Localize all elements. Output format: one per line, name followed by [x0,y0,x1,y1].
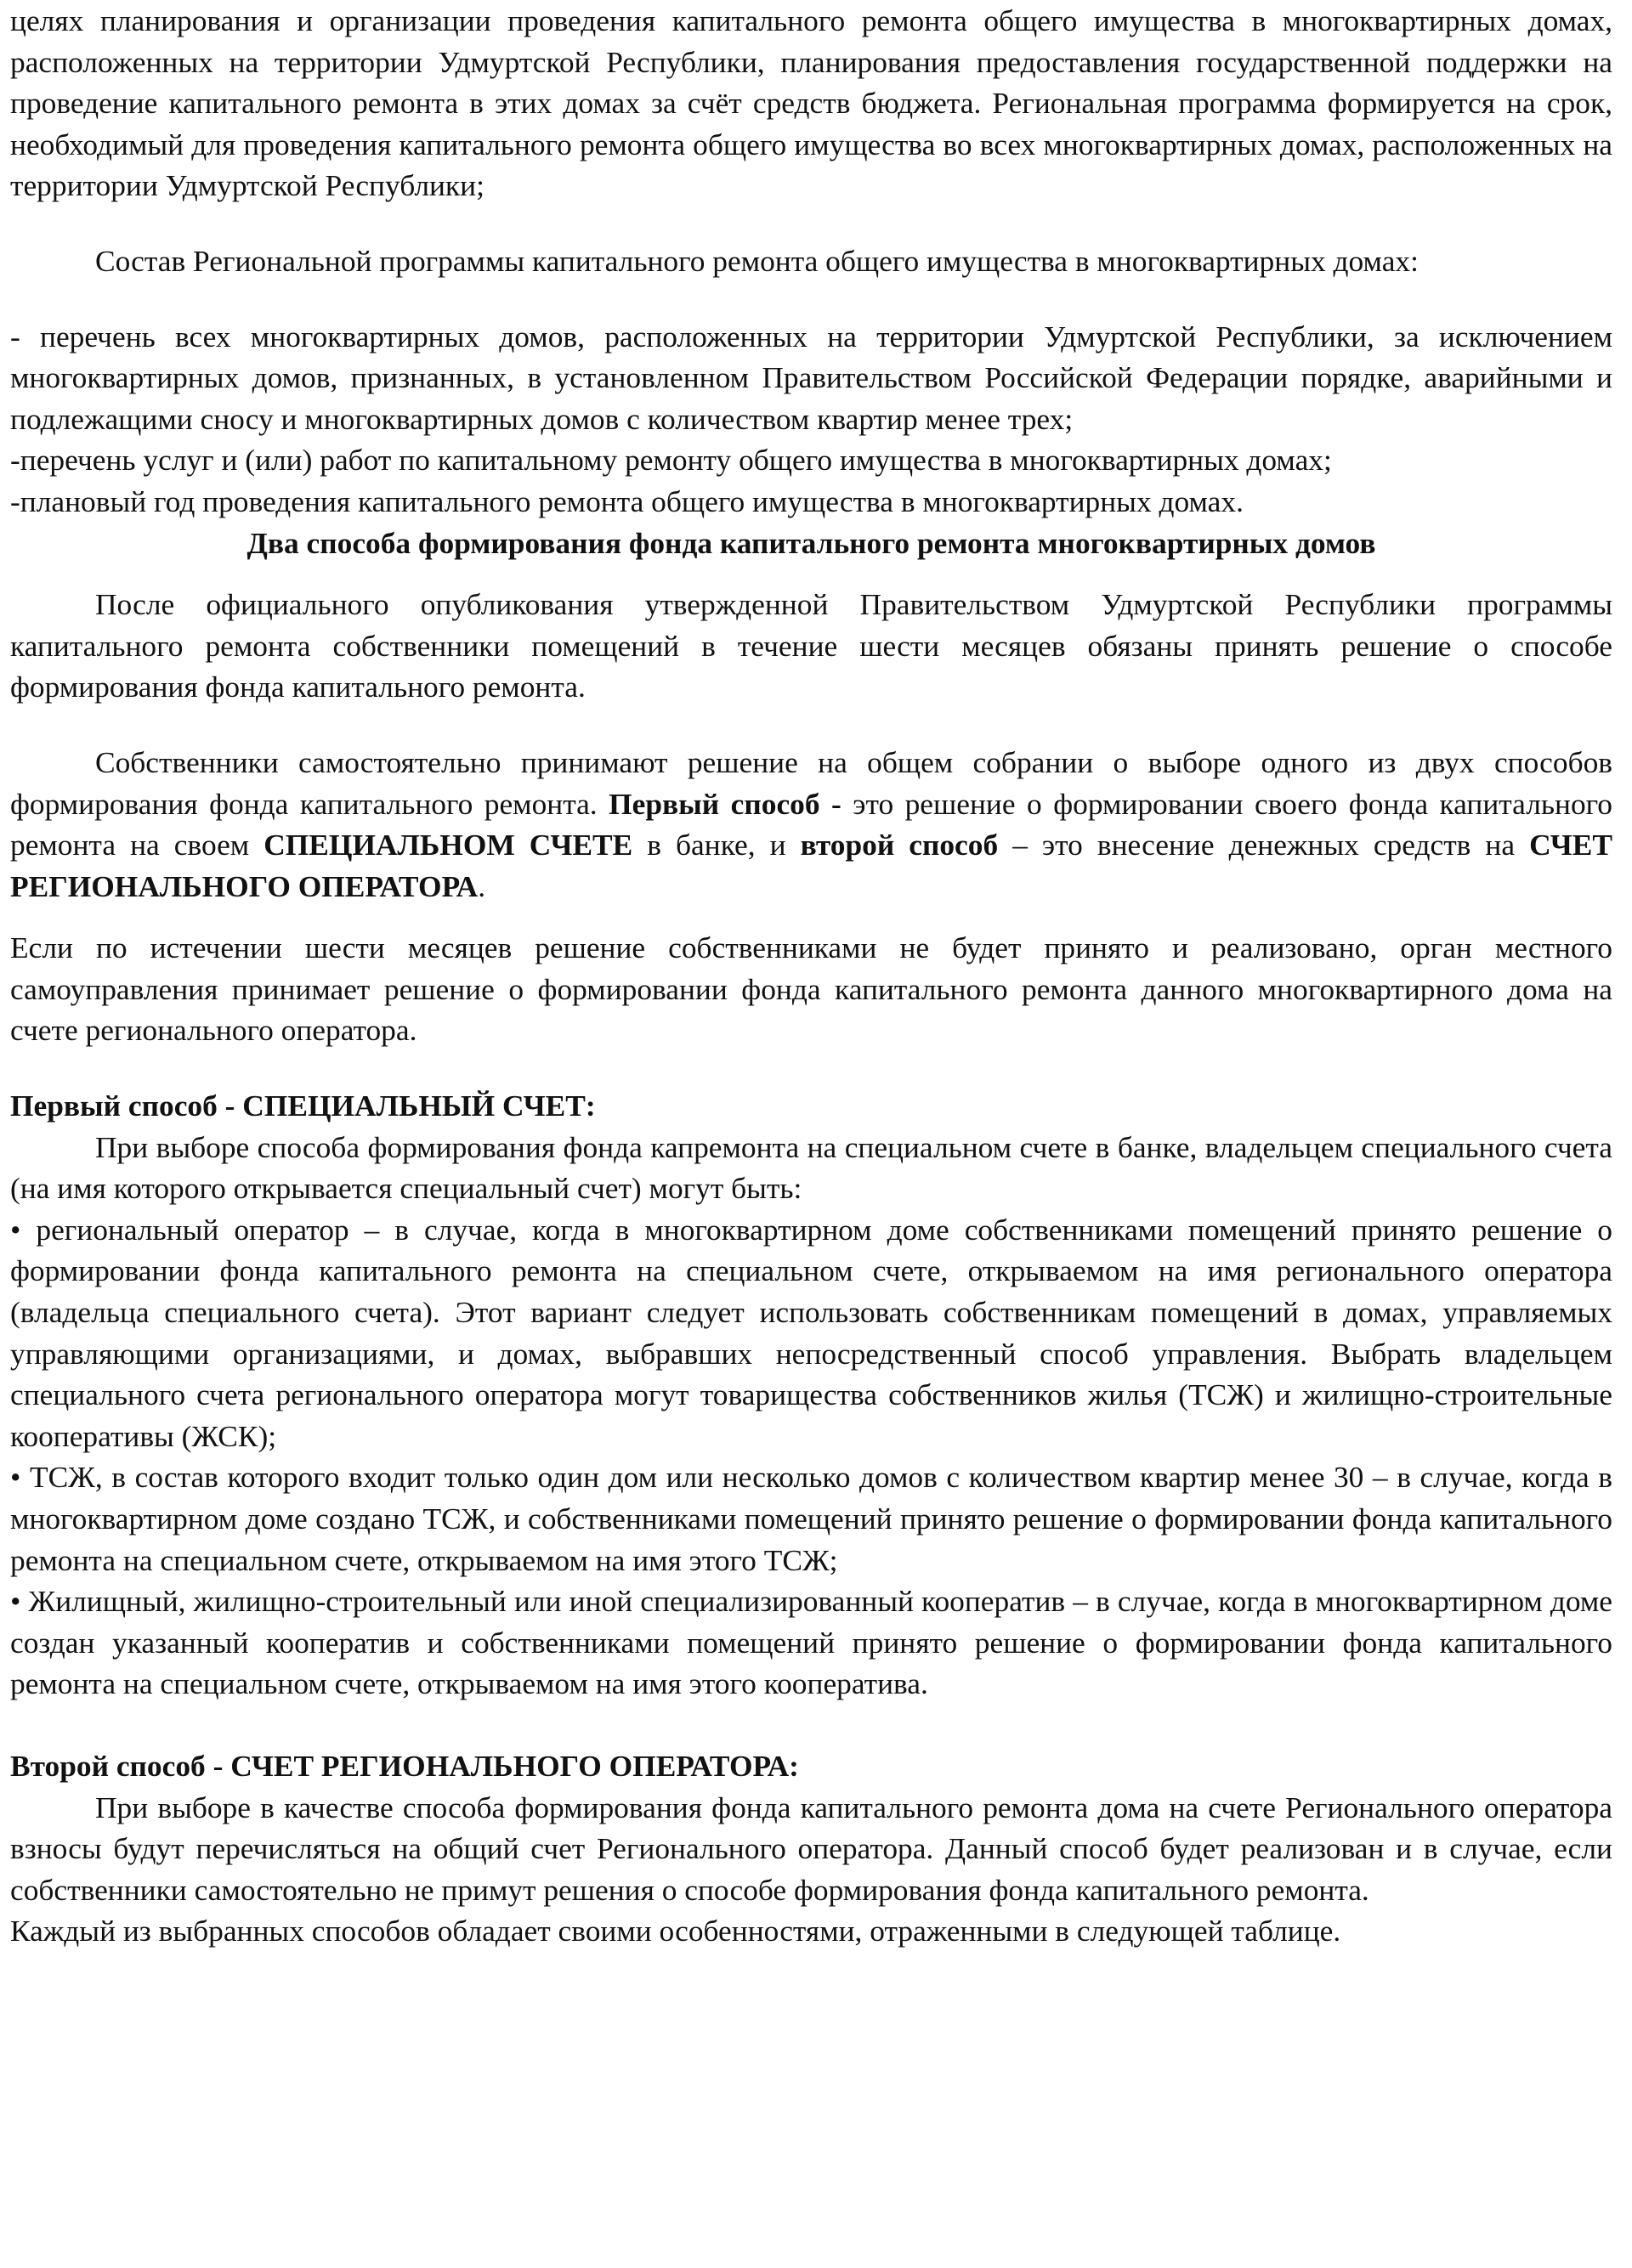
composition-lead: Состав Региональной программы капитального ремонта общего имущества в многоквартирных домах: [95,243,1419,278]
first-way-heading: Первый способ - СПЕЦИАЛЬНЫЙ СЧЕТ: [10,1089,596,1123]
composition-item-houses: - перечень всех многоквартирных домов, расположенных на территории Удмуртской Республики, за исключением многоквартирных домов, признанных, в установленном Правительством Российской Федерации порядке, аварийными и подлежащими сносу и многоквартирных домов с количеством квартир менее трех; [10,319,1612,436]
intro-paragraph: целях планирования и организации проведения капитального ремонта общего имущества в многоквартирных домах, расположенных на территории Удмуртской Республики, планирования предоставления государственной поддержки на проведение капитального ремонта в этих домах за счёт средств бюджета. Региональная программа формируется на срок, необходимый для проведения капитального ремонта общего имущества во всех многоквартирных домах, расположенных на территории Удмуртской Республики; [10,3,1612,203]
composition-item-services: -перечень услуг и (или) работ по капитальному ремонту общего имущества в многоквартирных домах; [10,443,1332,478]
first-way-item-cooperative: • Жилищный, жилищно-строительный или иной специализированный кооператив – в случае, когда в многоквартирном доме создан указанный кооператив и собственниками помещений принято решение о формировании фонда капитального ремонта на специальном счете, открываемом на имя этого кооператива. [10,1584,1612,1701]
two-ways-paragraph-3: Если по истечении шести месяцев решение собственниками не будет принято и реализовано, орган местного самоуправления принимает решение о формировании фонда капитального ремонта данного многоквартирного дома на счете регионального оператора. [10,930,1612,1048]
composition-item-planned-year: -плановый год проведения капитального ремонта общего имущества в многоквартирных домах. [10,484,1244,518]
document-page [10,0,1612,1952]
second-way-label: второй способ [800,828,999,863]
p2-text-g: – это внесение денежных средств на [998,828,1530,863]
two-ways-paragraph-2 [10,742,1612,907]
p2-text-e: в банке, и [632,828,801,863]
first-way-item-hoa: • ТСЖ, в состав которого входит только один дом или несколько домов с количеством квартир менее 30 – в случае, когда в многоквартирном доме создано ТСЖ, и собственниками помещений принято решение о формировании фонда капитального ремонта на специальном счете, открываемом на имя этого ТСЖ; [10,1460,1612,1577]
first-way-label: Первый способ - [609,786,842,821]
second-way-paragraph-1: При выборе в качестве способа формирования фонда капитального ремонта дома на счете Регионального оператора взносы будут перечисляться на общий счет Регионального оператора. Данный способ будет реализован и в случае, если собственники самостоятельно не примут решения о способе формирования фонда капитального ремонта. [10,1790,1612,1907]
first-way-lead: При выборе способа формирования фонда капремонта на специальном счете в банке, владельцем специального счета (на имя которого открывается специальный счет) могут быть: [10,1129,1612,1206]
p2-text-a: Собственники самостоятельно принимают решение на общем собрании о выборе одного из двух способов формирования фонда капитального ремонта. [10,744,1612,821]
regional-operator-account-label: СЧЕТ РЕГИОНАЛЬНОГО ОПЕРАТОРА [10,828,1612,903]
special-account-label: СПЕЦИАЛЬНОМ СЧЕТЕ [264,828,633,863]
second-way-paragraph-2: Каждый из выбранных способов обладает своими особенностями, отраженными в следующей таблице. [10,1914,1341,1948]
p2-text-c: это решение о формировании своего фонда капитального ремонта на своем [10,786,1612,863]
two-ways-paragraph-1: После официального опубликования утвержденной Правительством Удмуртской Республики программы капитального ремонта собственники помещений в течение шести месяцев обязаны принять решение о способе формирования фонда капитального ремонта. [10,587,1612,704]
second-way-heading: Второй способ - СЧЕТ РЕГИОНАЛЬНОГО ОПЕРАТОРА: [10,1748,799,1783]
first-way-item-regional-operator: • региональный оператор – в случае, когда в многоквартирном доме собственниками помещений принято решение о формировании фонда капитального ремонта на специальном счете, открываемом на имя регионального оператора (владельца специального счета). Этот вариант следует использовать собственникам помещений в домах, управляемых управляющими организациями, и домах, выбравших непосредственный способ управления. Выбрать владельцем специального счета регионального оператора могут товарищества собственников жилья (ТСЖ) и жилищно-строительные кооперативы (ЖСК); [10,1212,1612,1453]
p2-text-i: . [478,868,486,903]
two-ways-title: Два способа формирования фонда капитального ремонта многоквартирных домов [246,525,1376,560]
